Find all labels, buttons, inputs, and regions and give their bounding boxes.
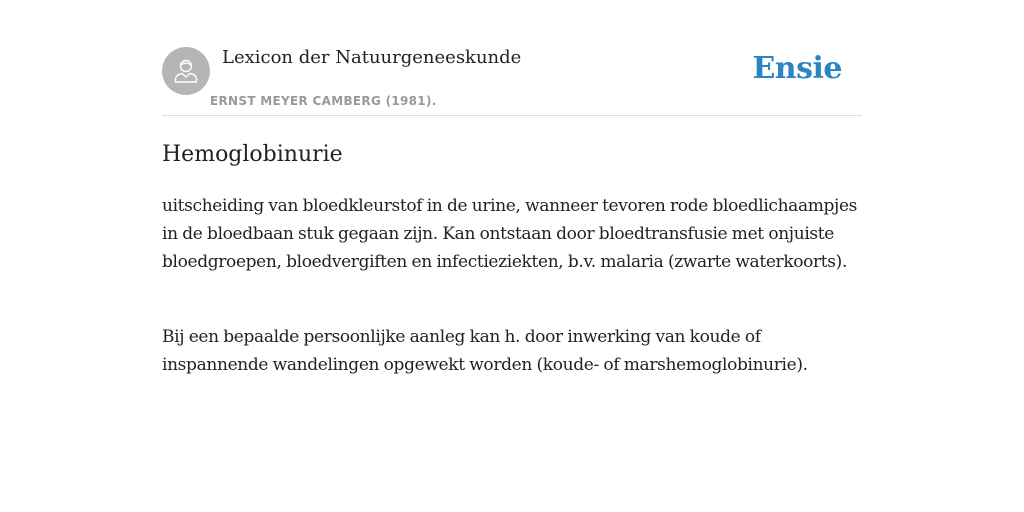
author-name: ERNST MEYER CAMBERG (1981). xyxy=(210,94,437,108)
page-container xyxy=(162,0,862,375)
entry-title: Hemoglobinurie xyxy=(162,142,343,167)
entry-paragraph: Bij een bepaalde persoonlijke aanleg kan h. door inwerking van koude of inspannende wandelingen opgewekt worden (koude- of marshemoglobinurie). xyxy=(162,327,808,375)
source-header xyxy=(162,0,862,116)
book-title-link[interactable]: Lexicon der Natuurgeneeskunde xyxy=(222,47,522,68)
ensie-logo[interactable]: Ensie xyxy=(752,51,842,86)
user-icon xyxy=(171,56,201,86)
author-avatar[interactable] xyxy=(162,47,210,95)
entry-paragraph: uitscheiding van bloedkleurstof in de urine, wanneer tevoren rode bloedlichaampjes in de bloedbaan stuk gegaan zijn. Kan ontstaan door bloedtransfusie met onjuiste bloedgroepen, bloedvergiften en infectieziekten, b.v. malaria (zwarte waterkoorts). xyxy=(162,196,858,272)
